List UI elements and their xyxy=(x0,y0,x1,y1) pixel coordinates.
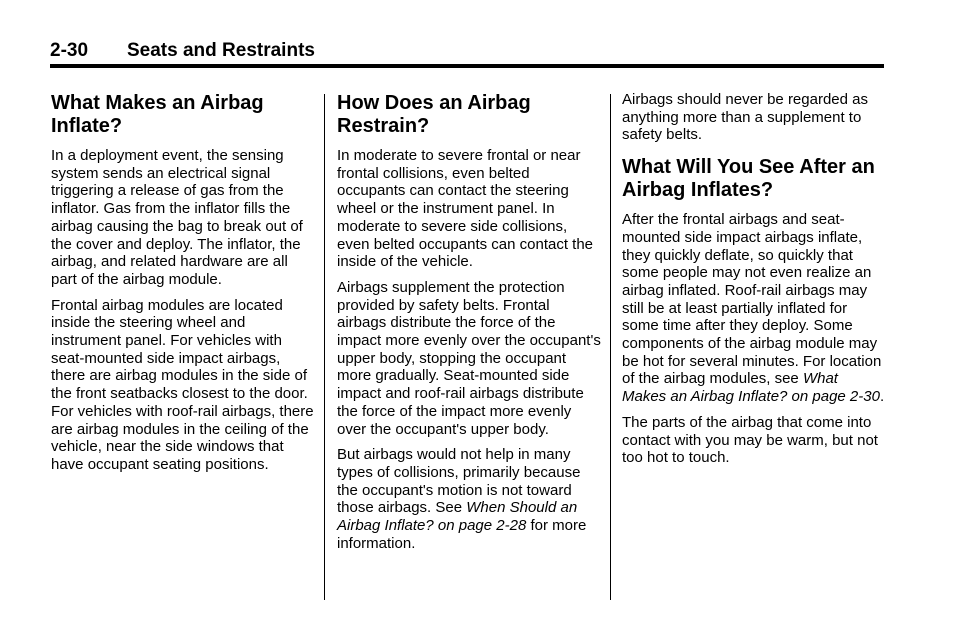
paragraph-never-regarded: Airbags should never be regarded as anything more than a supplement to safety belts. xyxy=(622,91,868,144)
paragraph-frontal-modules: Frontal airbag modules are located inside the steering wheel and instrument panel. For vehicles with seat-mounted side impact airbags, there are airbag modules in the side of the front seatbacks closest to the door. For vehicles with roof-rail airbags, there are airbag modules in the ceiling of the vehicle, near the side windows that have occupant seating positions. xyxy=(51,296,314,473)
text-segment: After the frontal airbags and seat-mounted side impact airbags inflate, they quickly deflate, so quickly that some people may not even realize an airbag inflated. Roof-rail airbags may still be at least partially inflated for some time after they deploy. Some components of the airbag module may be hot for several minutes. For location of the airbag modules, see xyxy=(622,211,882,388)
column-1 xyxy=(51,92,315,482)
text-segment: for more information. xyxy=(337,517,587,552)
page-header xyxy=(50,38,884,68)
column-2 xyxy=(337,92,601,560)
page-number: 2-30 xyxy=(50,40,89,61)
heading-what-makes-airbag-inflate: What Makes an Airbag Inflate? xyxy=(51,92,264,137)
section-title: Seats and Restraints xyxy=(127,40,315,61)
text-segment: . xyxy=(879,388,885,406)
heading-how-airbag-restrain: How Does an Airbag Restrain? xyxy=(337,92,531,137)
column-3 xyxy=(622,91,886,475)
column-divider-2 xyxy=(610,94,611,600)
column-divider-1 xyxy=(324,94,325,600)
paragraph-deployment-event: In a deployment event, the sensing system sends an electrical signal triggering a release of gas from the inflator. Gas from the inflator fills the airbag causing the bag to break out of the cover and deploy. The inflator, the airbag, and related hardware are all part of the airbag module. xyxy=(51,147,303,288)
paragraph-collisions: In moderate to severe frontal or near frontal collisions, even belted occupants can contact the steering wheel or the instrument panel. In moderate to severe side collisions, even belted occupants can contact the inside of the vehicle. xyxy=(337,147,594,271)
text-segment: But airbags would not help in many types of collisions, primarily because the occupant's motion is not toward those airbags. See xyxy=(337,446,581,517)
paragraph-supplement-protection: Airbags supplement the protection provided by safety belts. Frontal airbags distribute the force of the impact more evenly over the occupant's upper body, stopping the occupant more gradually. Seat-mounted side impact and roof-rail airbags distribute the force of the impact more evenly over the occupant's upper body. xyxy=(337,278,601,438)
heading-what-will-you-see: What Will You See After an Airbag Inflates? xyxy=(622,156,875,202)
paragraph-would-not-help xyxy=(337,446,601,552)
cross-reference-what-makes-inflate[interactable]: What Makes an Airbag Inflate? on page 2-30 xyxy=(622,370,880,406)
paragraph-parts-warm: The parts of the airbag that come into contact with you may be warm, but not too hot to touch. xyxy=(622,413,878,467)
paragraph-after-inflate xyxy=(622,211,886,406)
cross-reference-when-inflate[interactable]: When Should an Airbag Inflate? on page 2-28 xyxy=(337,499,578,535)
